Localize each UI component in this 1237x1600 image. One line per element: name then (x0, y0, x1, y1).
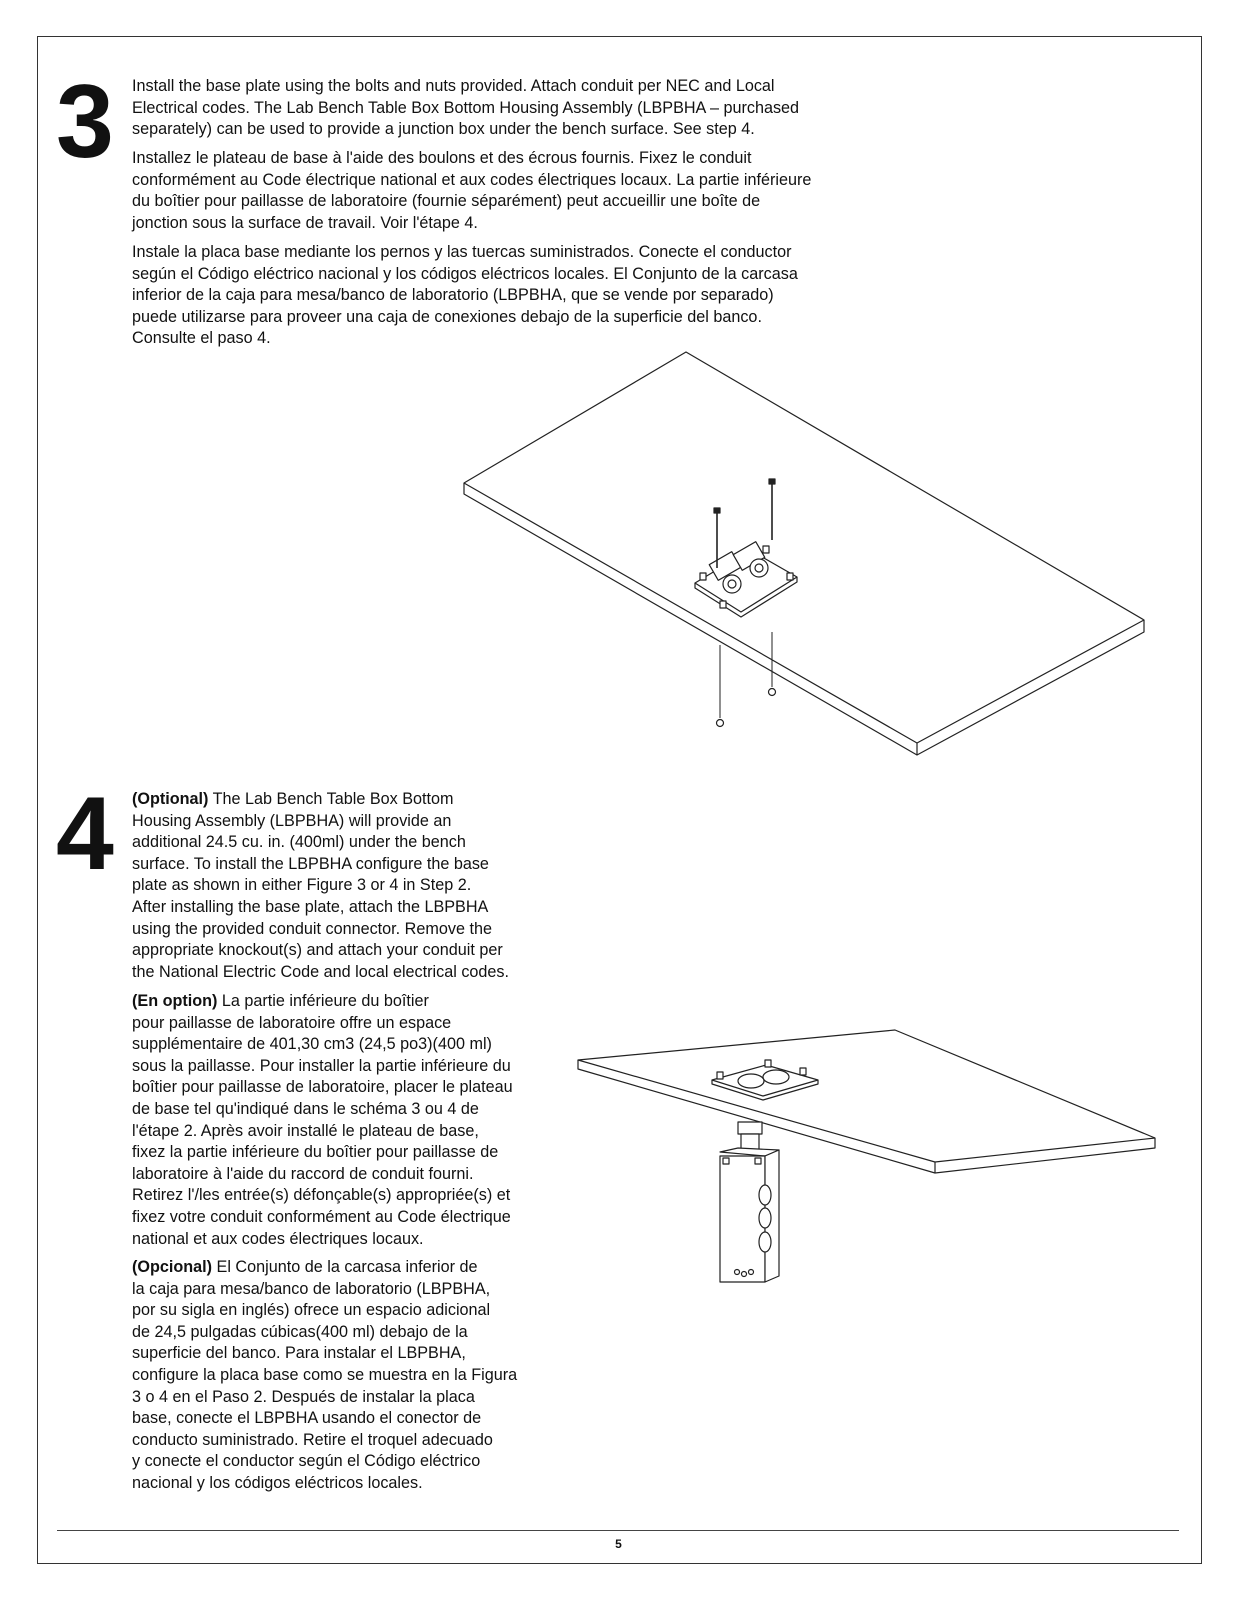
text-line: por su sigla en inglés) ofrece un espacio adicional (132, 1301, 491, 1320)
text-line: fixez votre conduit conformément au Code électrique (132, 1207, 511, 1226)
text-line: Install the base plate using the bolts and nuts provided. Attach conduit per NEC and Local (132, 77, 775, 95)
text-line: jonction sous la surface de travail. Voir l'étape 4. (132, 213, 478, 232)
text-line: boîtier pour paillasse de laboratoire, placer le plateau (132, 1078, 513, 1097)
text-line: appropriate knockout(s) and attach your conduit per (132, 941, 503, 960)
text-line: Housing Assembly (LBPBHA) will provide an (132, 811, 452, 830)
text-line: pour paillasse de laboratoire offre un espace (132, 1013, 452, 1032)
footer-divider (57, 1530, 1179, 1531)
step-4-number: 4 (56, 776, 112, 892)
text-line: the National Electric Code and local electrical codes. (132, 962, 510, 981)
text-line: inferior de la caja para mesa/banco de laboratorio (LBPBHA, que se vende por separado) (132, 286, 774, 305)
conduit-connector-illustration (738, 1122, 762, 1152)
text-line: surface. To install the LBPBHA configure the base (132, 854, 489, 873)
text-line: additional 24.5 cu. in. (400ml) under the bench (132, 833, 466, 852)
text-line: supplémentaire de 401,30 cm3 (24,5 po3)(400 ml) (132, 1035, 492, 1054)
text-line: 3 o 4 en el Paso 2. Después de instalar la placa (132, 1387, 475, 1406)
text-run: The Lab Bench Table Box Bottom (208, 790, 454, 808)
optional-label: (En option) (132, 992, 218, 1010)
text-line: superficie del banco. Para instalar el LBPBHA, (132, 1344, 466, 1363)
text-line: fixez la partie inférieure du boîtier pour paillasse de (132, 1143, 499, 1162)
text-run: La partie inférieure du boîtier (217, 992, 429, 1010)
text-line: y conecte el conductor según el Código eléctrico (132, 1452, 481, 1471)
text-line: según el Código eléctrico nacional y los códigos eléctricos locales. El Conjunto de la carcasa (132, 264, 798, 283)
text-line: Electrical codes. The Lab Bench Table Box Bottom Housing Assembly (LBPBHA – purchased (132, 98, 800, 117)
text-line: separately) can be used to provide a junction box under the bench surface. See step 4. (132, 120, 755, 139)
text-line: plate as shown in either Figure 3 or 4 in Step 2. (132, 876, 472, 895)
text-line: conformément au Code électrique national et aux codes électriques locaux. La partie inférieure (132, 170, 812, 189)
text-line: de 24,5 pulgadas cúbicas(400 ml) debajo de la (132, 1322, 468, 1341)
optional-label: (Opcional) (132, 1258, 213, 1276)
text-line: Consulte el paso 4. (132, 329, 271, 348)
bench-top-illustration-step3 (464, 352, 1144, 755)
text-line: After installing the base plate, attach the LBPBHA (132, 897, 489, 916)
text-line: nacional y los códigos eléctricos locales. (132, 1473, 423, 1492)
text-line: du boîtier pour paillasse de laboratoire (fournie séparément) peut accueillir une boîte de (132, 192, 761, 211)
step-3-number: 3 (56, 64, 112, 180)
text-line: Retirez l'/les entrée(s) défonçable(s) appropriée(s) et (132, 1186, 511, 1205)
text-line: la caja para mesa/banco de laboratorio (LBPBHA, (132, 1279, 491, 1298)
bottom-housing-box-illustration (720, 1148, 779, 1282)
text-run: El Conjunto de la carcasa inferior de (212, 1258, 478, 1276)
text-line: base, conecte el LBPBHA usando el conector de (132, 1409, 482, 1428)
page-number: 5 (615, 1537, 622, 1551)
text-line: Installez le plateau de base à l'aide des boulons et des écrous fournis. Fixez le conduit (132, 149, 752, 167)
text-line: de base tel qu'indiqué dans le schéma 3 ou 4 de (132, 1099, 479, 1118)
text-line: l'étape 2. Après avoir installé le plateau de base, (132, 1121, 479, 1140)
text-line: using the provided conduit connector. Remove the (132, 919, 492, 938)
text-line: puede utilizarse para proveer una caja de conexiones debajo de la superficie del banco. (132, 307, 762, 326)
text-line: configure la placa base como se muestra en la Figura (132, 1365, 518, 1384)
text-line: sous la paillasse. Pour installer la partie inférieure du (132, 1056, 511, 1075)
text-line: national et aux codes électriques locaux. (132, 1229, 424, 1248)
text-line: conducto suministrado. Retire el troquel adecuado (132, 1430, 493, 1449)
text-line: laboratoire à l'aide du raccord de conduit fourni. (132, 1164, 474, 1183)
optional-label: (Optional) (132, 790, 209, 808)
text-line: Instale la placa base mediante los pernos y las tuercas suministrados. Conecte el conductor (132, 243, 792, 261)
bench-top-illustration-step4 (578, 1030, 1155, 1282)
